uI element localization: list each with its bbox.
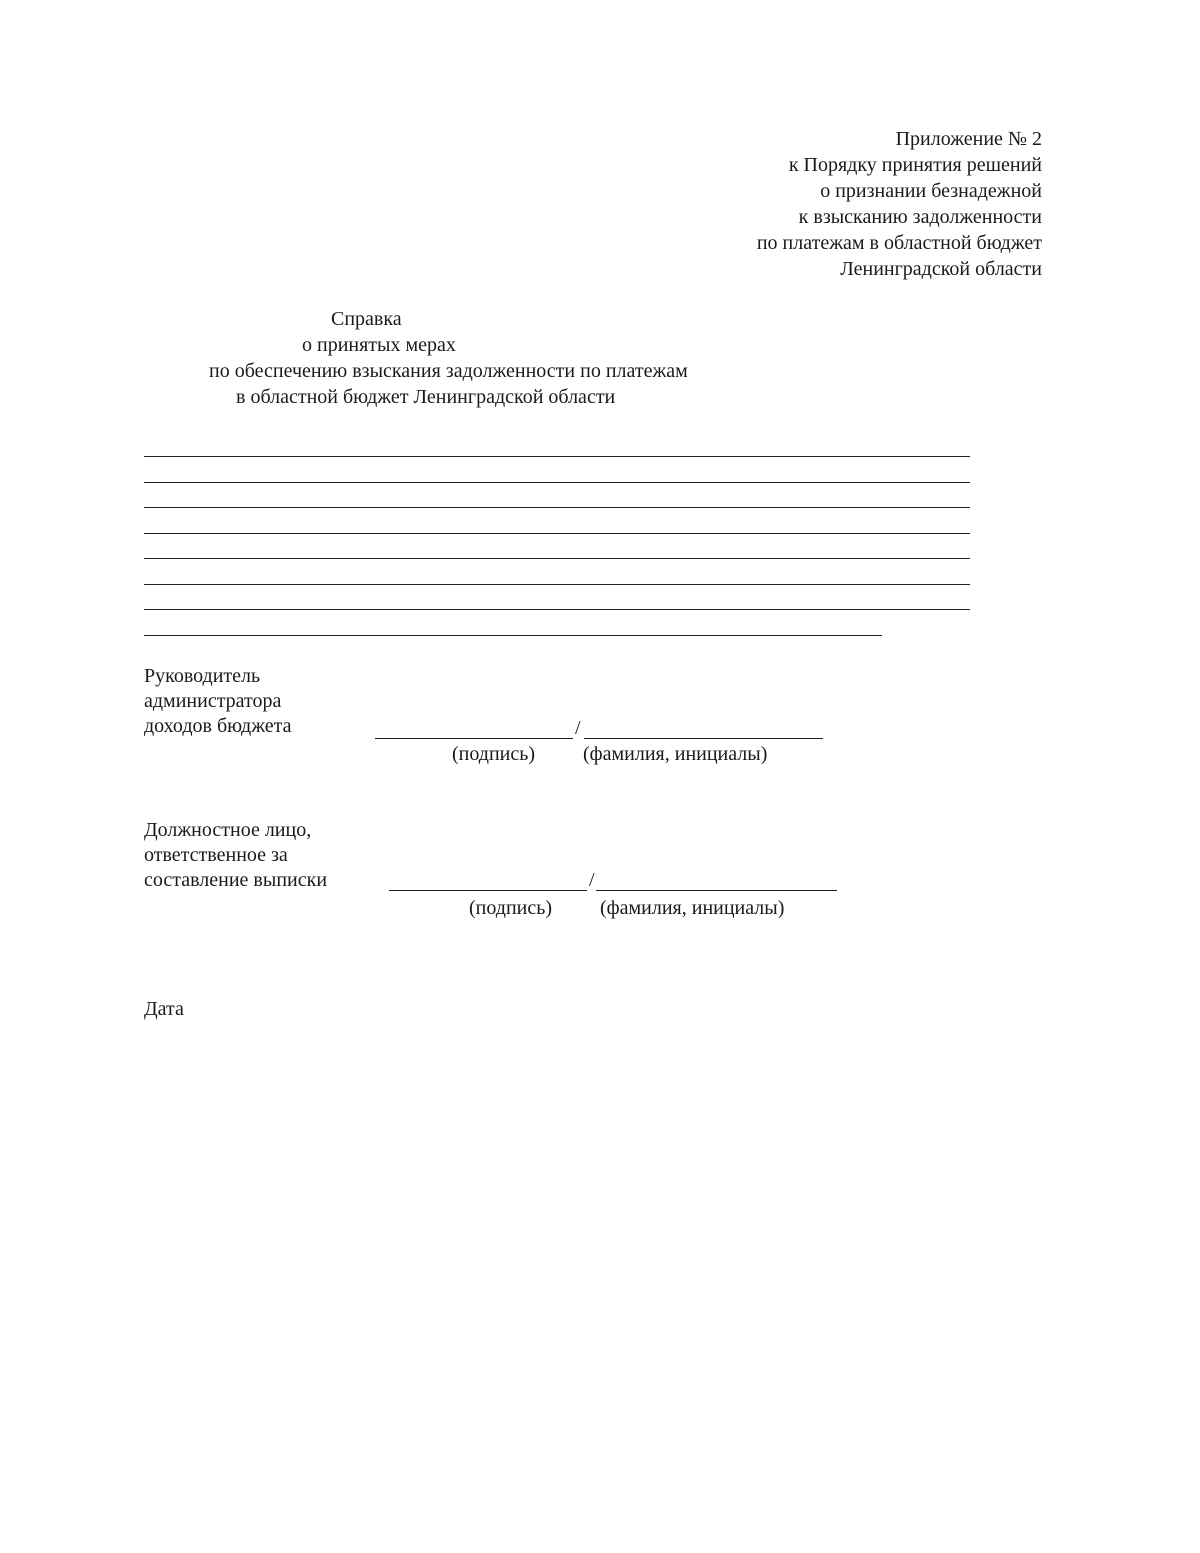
ruled-line bbox=[144, 635, 882, 636]
ruled-line bbox=[144, 609, 970, 610]
title-line: в областной бюджет Ленинградской области bbox=[236, 386, 616, 408]
signature-field[interactable] bbox=[389, 890, 587, 891]
role-line: доходов бюджета bbox=[144, 715, 292, 737]
ruled-line bbox=[144, 456, 970, 457]
role-line: Руководитель bbox=[144, 665, 261, 687]
appendix-line: о признании безнадежной bbox=[820, 180, 1042, 202]
signatory-role bbox=[144, 818, 327, 893]
signature-caption: (подпись) bbox=[452, 743, 536, 765]
appendix-line: Приложение № 2 bbox=[895, 128, 1042, 150]
signature-caption: (подпись) bbox=[469, 897, 553, 919]
ruled-line bbox=[144, 558, 970, 559]
signature-field[interactable] bbox=[375, 738, 573, 739]
ruled-line bbox=[144, 482, 970, 483]
ruled-line bbox=[144, 584, 970, 585]
name-field[interactable] bbox=[596, 890, 837, 891]
separator-slash: / bbox=[589, 869, 595, 891]
role-line: администратора bbox=[144, 690, 282, 712]
appendix-line: по платежам в областной бюджет bbox=[756, 232, 1042, 254]
title-line: по обеспечению взыскания задолженности по платежам bbox=[209, 360, 688, 382]
title-line: о принятых мерах bbox=[302, 334, 456, 356]
signatory-role bbox=[144, 664, 292, 739]
ruled-line bbox=[144, 533, 970, 534]
title-line: Справка bbox=[331, 308, 402, 330]
date-label: Дата bbox=[144, 998, 184, 1020]
name-field[interactable] bbox=[584, 738, 823, 739]
name-caption: (фамилия, инициалы) bbox=[583, 743, 768, 765]
role-line: ответственное за bbox=[144, 844, 288, 866]
appendix-line: к Порядку принятия решений bbox=[788, 154, 1042, 176]
appendix-line: Ленинградской области bbox=[840, 258, 1042, 280]
role-line: Должностное лицо, bbox=[144, 819, 312, 841]
appendix-header bbox=[757, 126, 1042, 282]
ruled-line bbox=[144, 507, 970, 508]
name-caption: (фамилия, инициалы) bbox=[600, 897, 785, 919]
separator-slash: / bbox=[575, 717, 581, 739]
appendix-line: к взысканию задолженности bbox=[798, 206, 1042, 228]
role-line: составление выписки bbox=[144, 869, 328, 891]
